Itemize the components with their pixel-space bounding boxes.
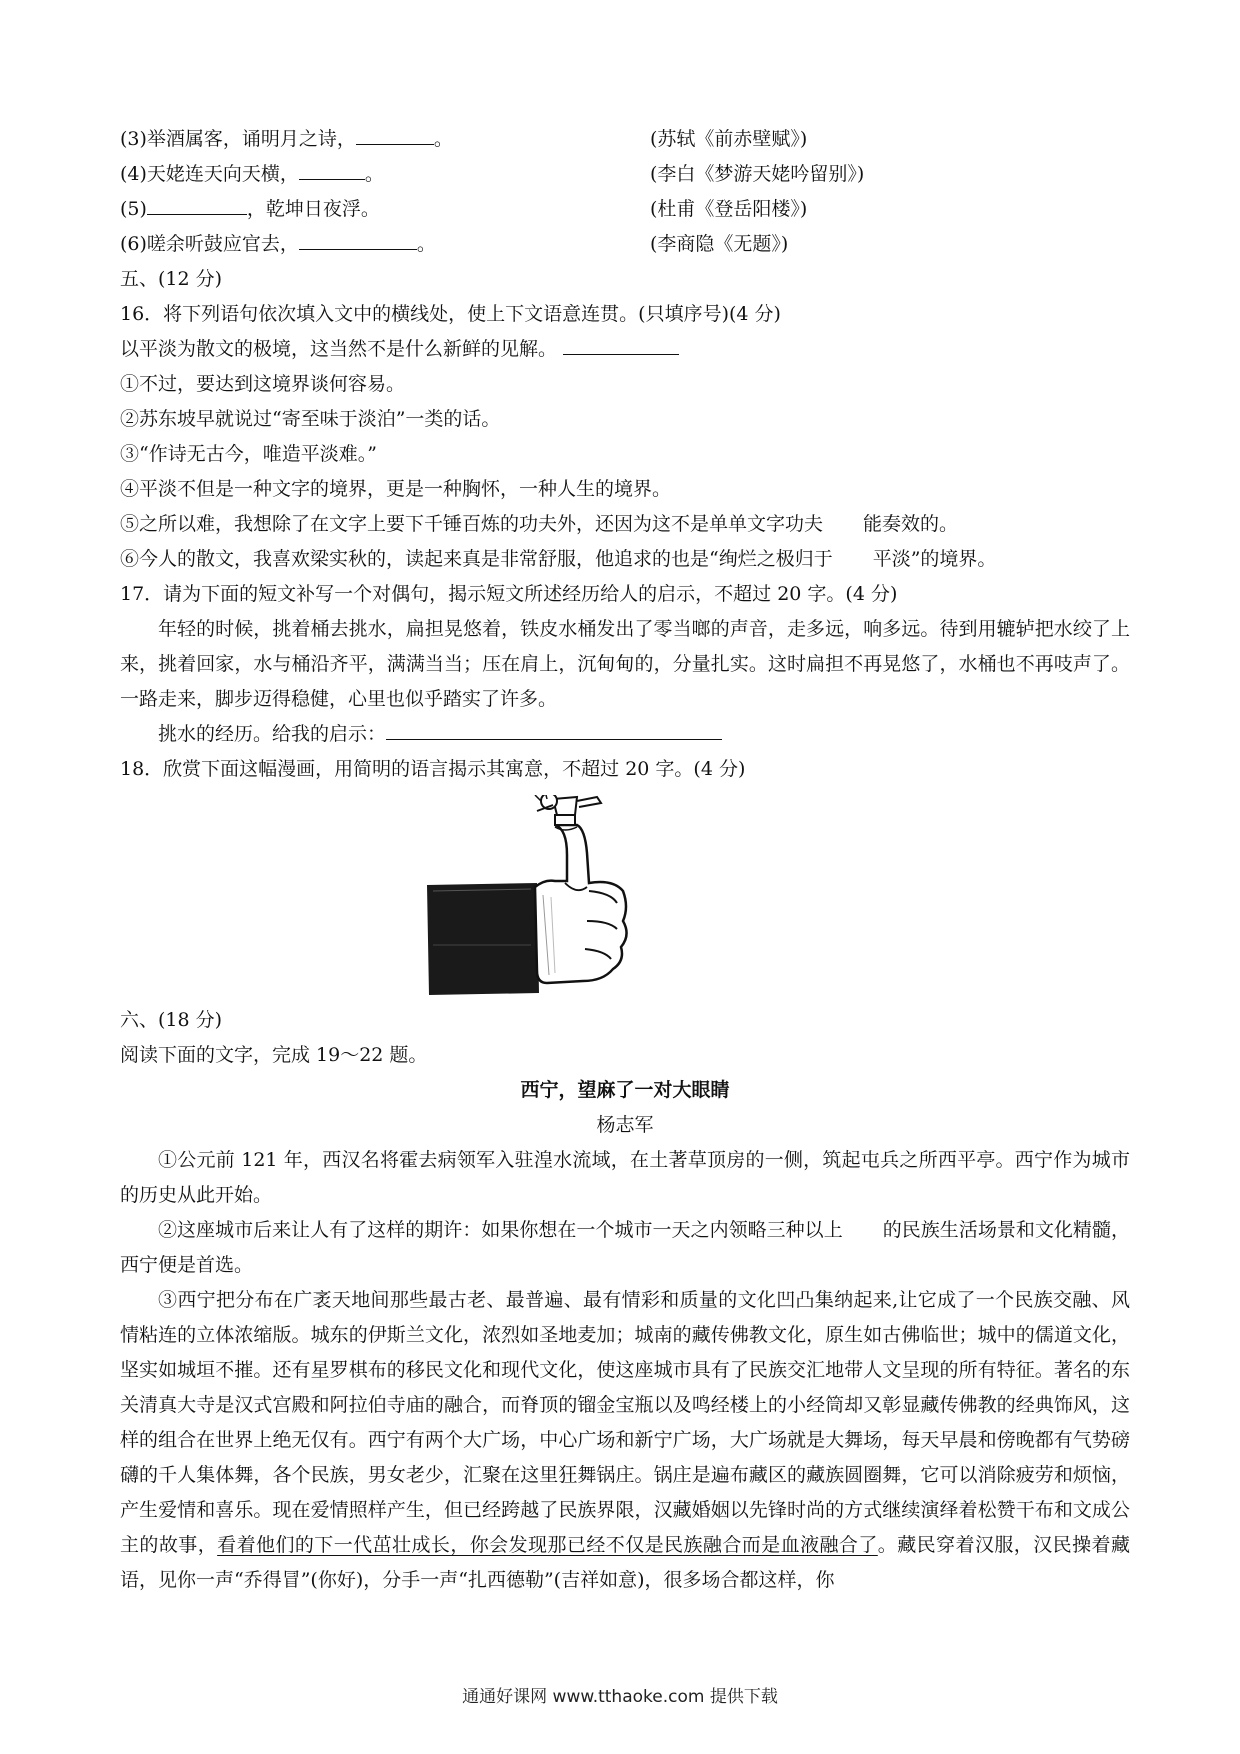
- poem-text: (4)天姥连天向天横，: [120, 163, 299, 185]
- paragraph-text: ②这座城市后来让人有了这样的期许：如果你想在一个城市一天之内领略三种以上: [158, 1219, 843, 1241]
- article-paragraph-1: ①公元前 121 年，西汉名将霍去病领军入驻湟水流域，在土著草顶房的一侧，筑起屯兵之所西平亭。西宁作为城市的历史从此开始。: [120, 1149, 1130, 1206]
- poem-line-3: [120, 122, 1130, 157]
- option-1: ①不过，要达到这境界谈何容易。: [120, 373, 406, 395]
- question-17-stem: 17．请为下面的短文补写一个对偶句，揭示短文所述经历给人的启示，不超过 20 字。(4 分): [120, 583, 898, 605]
- answer-blank[interactable]: [563, 332, 679, 355]
- poem-line-4: [120, 157, 1130, 192]
- answer-blank[interactable]: [356, 122, 434, 145]
- article-paragraph-3: [120, 1283, 1130, 1598]
- option-text: 平淡”的境界。: [872, 548, 997, 570]
- underlined-sentence: 看着他们的下一代茁壮成长，你会发现那已经不仅是民族融合而是血液融合了: [217, 1534, 878, 1556]
- option-text: ⑤之所以难，我想除了在文字上要下千锤百炼的功夫外，还因为这不是单单文字功夫: [120, 513, 824, 535]
- option-3: ③“作诗无古今，唯造平淡难。”: [120, 443, 377, 465]
- section-heading-5: 五、(12 分): [120, 268, 223, 290]
- page-footer: 通通好课网 www.tthaoke.com 提供下载: [462, 1687, 778, 1707]
- option-6: [120, 542, 1130, 577]
- poem-text: 。: [433, 128, 453, 150]
- poem-text: (6)嗟余听鼓应官去，: [120, 233, 299, 255]
- question-17-passage: 年轻的时候，挑着桶去挑水，扁担晃悠着，铁皮水桶发出了零当啷的声音，走多远，响多远。待到用辘轳把水绞了上来，挑着回家，水与桶沿齐平，满满当当；压在肩上，沉甸甸的，分量扎实。这时扁担不再晃悠了，水桶也不再吱声了。一路走来，脚步迈得稳健，心里也似乎踏实了许多。: [120, 618, 1130, 710]
- article-title: 西宁，望麻了一对大眼睛: [520, 1079, 730, 1101]
- poem-text: 。: [364, 163, 384, 185]
- question-16-stem: 16．将下列语句依次填入文中的横线处，使上下文语意连贯。(只填序号)(4 分): [120, 303, 781, 325]
- option-text: ⑥今人的散文，我喜欢梁实秋的，读起来真是非常舒服，他追求的也是“绚烂之极归于: [120, 548, 833, 570]
- question-17-prompt: [120, 717, 1130, 752]
- poem-source: (杜甫《登岳阳楼》): [650, 198, 808, 220]
- article-paragraph-2: [120, 1213, 1130, 1283]
- poem-source: (苏轼《前赤壁赋》): [650, 128, 808, 150]
- lead-text: 以平淡为散文的极境，这当然不是什么新鲜的见解。: [120, 338, 558, 360]
- option-2: ②苏东坡早就说过“寄至味于淡泊”一类的话。: [120, 408, 501, 430]
- article-author: 杨志军: [596, 1114, 654, 1136]
- section-heading-6: 六、(18 分): [120, 1009, 223, 1031]
- paragraph-text: 的民族生活场景和文化精髓，西宁便是首选。: [120, 1219, 1130, 1276]
- poem-text: (3)举酒属客，诵明月之诗，: [120, 128, 356, 150]
- poem-text: ，乾坤日夜浮。: [246, 198, 380, 220]
- option-5: [120, 507, 1130, 542]
- answer-blank[interactable]: [386, 717, 722, 740]
- poem-text: (5): [120, 198, 147, 220]
- answer-blank[interactable]: [299, 227, 417, 250]
- poem-source: (李白《梦游天姥吟留别》): [650, 163, 865, 185]
- poem-line-5: [120, 192, 1130, 227]
- poem-line-6: [120, 227, 1130, 262]
- option-text: 能奏效的。: [863, 513, 959, 535]
- exam-page: [120, 122, 1130, 1598]
- poem-text: 。: [416, 233, 436, 255]
- reading-instruction: 阅读下面的文字，完成 19～22 题。: [120, 1044, 428, 1066]
- answer-blank[interactable]: [147, 192, 247, 215]
- cartoon-container: [120, 795, 1130, 995]
- poem-source: (李商隐《无题》): [650, 233, 789, 255]
- paragraph-text: 。藏民穿着汉服，汉民操着藏语，见你一声“乔得冒”(你好)，分手一声“扎西德勒”(吉祥如意)，很多场合都这样，你: [120, 1534, 1130, 1591]
- option-4: ④平淡不但是一种文字的境界，更是一种胸怀，一种人生的境界。: [120, 478, 672, 500]
- question-18-stem: 18．欣赏下面这幅漫画，用简明的语言揭示其寓意，不超过 20 字。(4 分): [120, 758, 746, 780]
- question-16-lead: [120, 332, 1130, 367]
- prompt-text: 挑水的经历。给我的启示：: [158, 723, 387, 745]
- paragraph-text: ③西宁把分布在广袤天地间那些最古老、最普遍、最有情彩和质量的文化凹凸集纳起来,让它成了一个民族交融、风情粘连的立体浓缩版。城东的伊斯兰文化，浓烈如圣地麦加；城南的藏传佛教文化，原生如古佛临世；城中的儒道文化，坚实如城垣不摧。还有星罗棋布的移民文化和现代文化，使这座城市具有了民族交汇地带人文呈现的所有特征。著名的东关清真大寺是汉式宫殿和阿拉伯寺庙的融合，而脊顶的镏金宝瓶以及鸣经楼上的小经筒却又彰显藏传佛教的经典饰风，这样的组合在世界上绝无仅有。西宁有两个大广场，中心广场和新宁广场，大广场就是大舞场，每天早晨和傍晚都有气势磅礴的千人集体舞，各个民族，男女老少，汇聚在这里狂舞锅庄。锅庄是遍布藏区的藏族圆圈舞，它可以消除疲劳和烦恼，产生爱情和喜乐。现在爱情照样产生，但已经跨越了民族界限，汉藏婚姻以先锋时尚的方式继续演绎着松赞干布和文成公主的故事，: [120, 1289, 1130, 1556]
- answer-blank[interactable]: [299, 157, 365, 180]
- thumbs-up-cartoon: [427, 795, 687, 995]
